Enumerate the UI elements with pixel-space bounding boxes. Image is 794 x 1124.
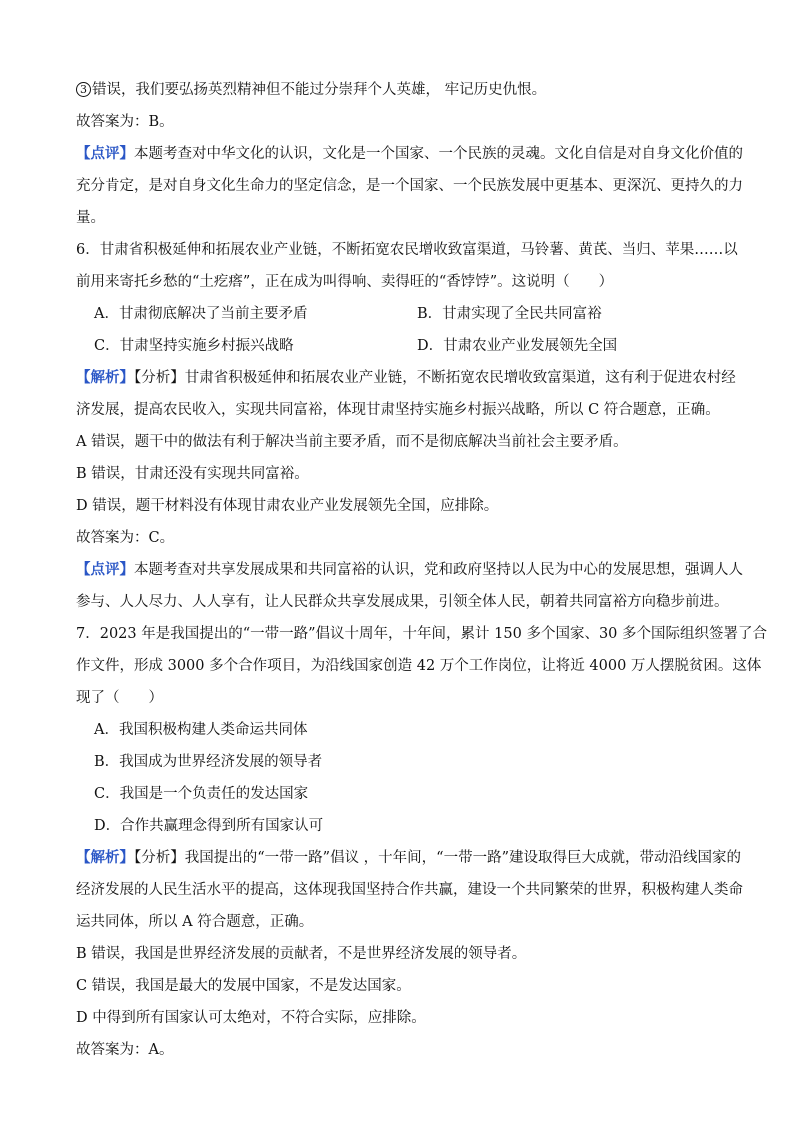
question-7-stem: 现了（ ） [76, 690, 163, 706]
analysis-line: D 中得到所有国家认可太绝对，不符合实际，应排除。 [76, 1010, 426, 1026]
q6-option-c: C．甘肃坚持实施乡村振兴战略 [94, 338, 294, 354]
analysis-line: 【解析】【分析】我国提出的“一带一路”倡议 ，十年间，“一带一路”建设取得巨大成就，带动沿线国家的 [76, 849, 742, 866]
analysis-line: B 错误，甘肃还没有实现共同富裕。 [76, 466, 309, 482]
question-6-stem: 6．甘肃省积极延伸和拓展农业产业链，不断拓宽农民增收致富渠道，马铃薯、黄芪、当归、苹果……以 [76, 242, 738, 258]
question-7-stem: 作文件，形成 3000 多个合作项目，为沿线国家创造 42 万个工作岗位，让将近 4000 万人摆脱贫困。这体 [76, 658, 762, 674]
analysis-line: A 错误，题干中的做法有利于解决当前主要矛盾，而不是彻底解决当前社会主要矛盾。 [76, 434, 628, 450]
q7-option-d: D．合作共赢理念得到所有国家认可 [94, 818, 324, 834]
analysis-line: C 错误，我国是最大的发展中国家，不是发达国家。 [76, 978, 411, 994]
analysis-line: 经济发展的人民生活水平的提高，这体现我国坚持合作共赢，建设一个共同繁荣的世界，积极构建人类命 [76, 882, 743, 898]
analysis-line: 济发展，提高农民收入，实现共同富裕，体现甘肃坚持实施乡村振兴战略，所以 C 符合题意，正确。 [76, 402, 720, 418]
analysis-tag: 【解析】 [76, 849, 134, 866]
q6-option-d: D．甘肃农业产业发展领先全国 [417, 338, 618, 354]
q7-option-c: C．我国是一个负责任的发达国家 [94, 786, 309, 802]
comment-tag: 【点评】 [76, 145, 134, 162]
question-7-stem: 7．2023 年是我国提出的“一带一路”倡议十周年，十年间，累计 150 多个国家、30 多个国际组织签署了合 [76, 626, 768, 642]
analysis-line: 运共同体，所以 A 符合题意，正确。 [76, 914, 314, 930]
comment-line: 【点评】本题考查对共享发展成果和共同富裕的认识，党和政府坚持以人民为中心的发展思想，强调人人 [76, 561, 743, 578]
comment-line: 参与、人人尽力、人人享有，让人民群众共享发展成果，引领全体人民，朝着共同富裕方向稳步前进。 [76, 594, 729, 610]
q6-option-b: B．甘肃实现了全民共同富裕 [417, 306, 602, 322]
q7-option-b: B．我国成为世界经济发展的领导者 [94, 754, 323, 770]
answer-line: 故答案为：C。 [76, 530, 175, 546]
comment-line: 充分肯定，是对自身文化生命力的坚定信念，是一个国家、一个民族发展中更基本、更深沉、更持久的力 [76, 178, 743, 194]
answer-line-circled-3: 3 错误，我们要弘扬英烈精神但不能过分崇拜个人英雄， 牢记历史仇恨。 [76, 80, 730, 102]
answer-line: 故答案为：B。 [76, 114, 174, 130]
question-6-stem: 前用来寄托乡愁的“土疙瘩”，正在成为叫得响、卖得旺的“香饽饽”。这说明（ ） [76, 274, 614, 290]
circled-number: 3 [76, 82, 91, 97]
comment-line: 【点评】本题考查对中华文化的认识，文化是一个国家、一个民族的灵魂。文化自信是对自身文化价值的 [76, 145, 743, 162]
analysis-line: 【解析】【分析】甘肃省积极延伸和拓展农业产业链，不断拓宽农民增收致富渠道，这有利于促进农村经 [76, 369, 736, 386]
answer-line: 故答案为：A。 [76, 1042, 174, 1058]
comment-tag: 【点评】 [76, 561, 134, 578]
q7-option-a: A．我国积极构建人类命运共同体 [94, 722, 308, 738]
analysis-line: B 错误，我国是世界经济发展的贡献者，不是世界经济发展的领导者。 [76, 946, 527, 962]
comment-line: 量。 [76, 210, 105, 226]
q6-option-a: A．甘肃彻底解决了当前主要矛盾 [94, 306, 308, 322]
analysis-tag: 【解析】 [76, 369, 134, 386]
analysis-line: D 错误，题干材料没有体现甘肃农业产业发展领先全国，应排除。 [76, 498, 499, 514]
